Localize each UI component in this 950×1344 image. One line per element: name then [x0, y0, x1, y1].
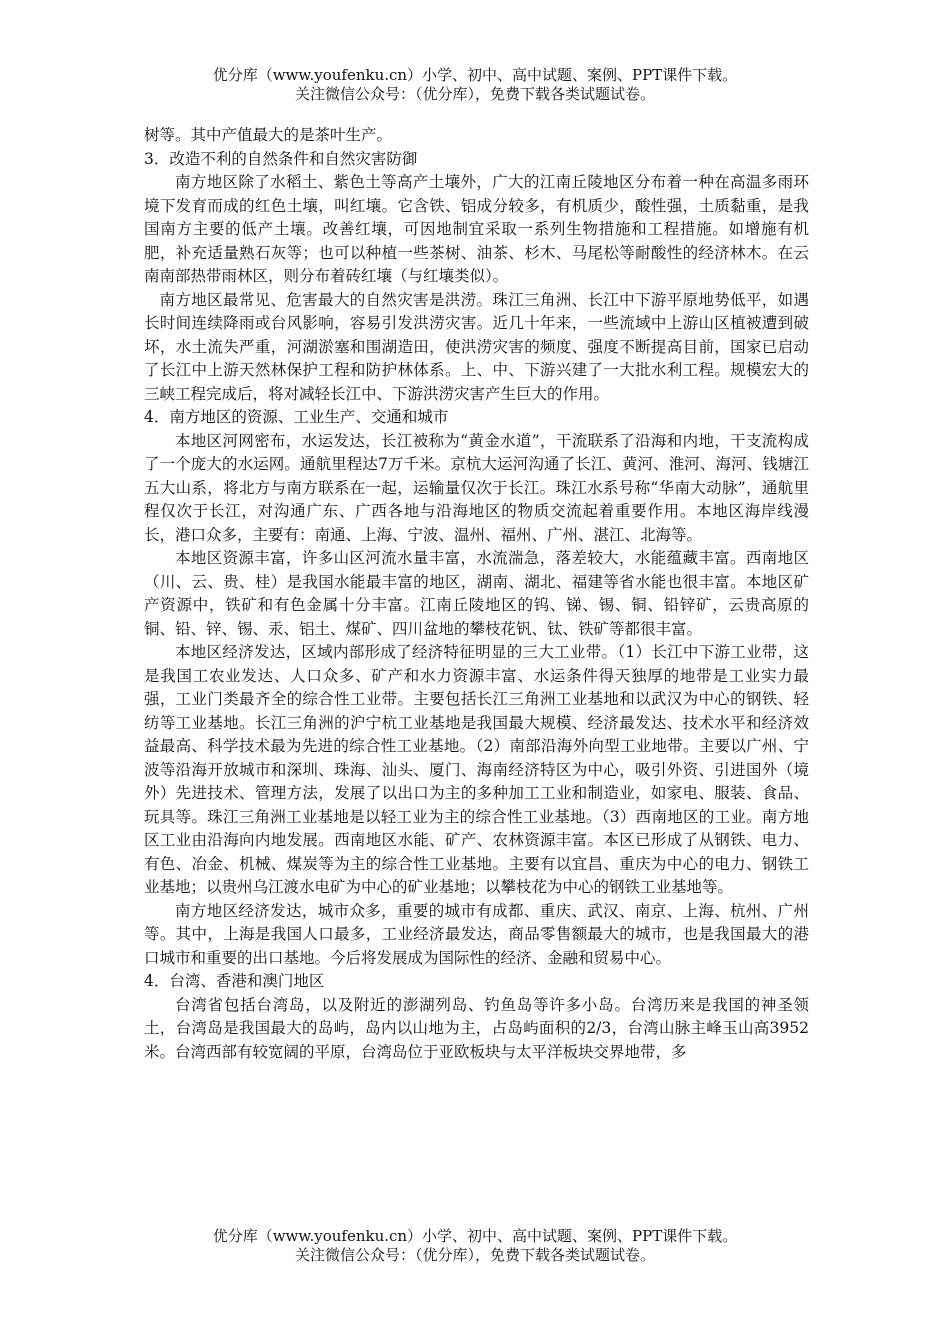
- paragraph: 本地区河网密布，水运发达，长江被称为“黄金水道”，干流联系了沿海和内地，干支流构成了一个庞大的水运网。通航里程达7万千米。京杭大运河沟通了长江、黄河、淮河、海河、钱塘江五大山系，将北方与南方联系在一起，运输量仅次于长江。珠江水系号称“华南大动脉”，通航里程仅次于长江，对沟通广东、广西各地与沿海地区的物质交流起着重要作用。本地区海岸线漫长，港口众多，主要有：南通、上海、宁波、温州、福州、广州、湛江、北海等。: [144, 431, 809, 544]
- paragraph: 南方地区除了水稻土、紫色土等高产土壤外，广大的江南丘陵地区分布着一种在高温多雨环境下发育而成的红色土壤，叫红壤。它含铁、铝成分较多，有机质少，酸性强，土质黏重，是我国南方主要的低产土壤。改善红壤，可因地制宜采取一系列生物措施和工程措施。如增施有机肥，补充适量熟石灰等；也可以种植一些茶树、油茶、杉木、马尾松等耐酸性的经济林木。在云南南部热带雨林区，则分布着砖红壤（与红壤类似）。: [144, 173, 809, 285]
- paragraph: 树等。其中产值最大的是茶叶生产。: [144, 126, 393, 144]
- page-footer: [0, 1227, 950, 1265]
- paragraph: 本地区资源丰富，许多山区河流水量丰富，水流湍急，落差较大，水能蕴藏丰富。西南地区（川、云、贵、桂）是我国水能最丰富的地区，湖南、湖北、福建等省水能也很丰富。本地区矿产资源中，铁矿和有色金属十分丰富。江南丘陵地区的钨、锑、锡、铜、铅锌矿，云贵高原的铜、铅、锌、锡、汞、铝土、煤矿、四川盆地的攀枝花钒、钛、铁矿等都很丰富。: [144, 549, 809, 638]
- section-heading: 4．南方地区的资源、工业生产、交通和城市: [144, 408, 449, 426]
- header-line-2: 关注微信公众号：（优分库），免费下载各类试题试卷。: [294, 85, 655, 103]
- document-body: [144, 124, 809, 1064]
- page-header: [0, 66, 950, 104]
- footer-line-2: 关注微信公众号：（优分库），免费下载各类试题试卷。: [294, 1246, 655, 1264]
- header-line-1: 优分库（www.youfenku.cn）小学、初中、高中试题、案例、PPT课件下载。: [212, 66, 738, 84]
- paragraph: 南方地区最常见、危害最大的自然灾害是洪涝。珠江三角洲、长江中下游平原地势低平，如遇长时间连续降雨或台风影响，容易引发洪涝灾害。近几十年来，一些流域中上游山区植被遭到破坏，水土流失严重，河湖淤塞和围湖造田，使洪涝灾害的频度、强度不断提高目前，国家已启动了长江中上游天然林保护工程和防护林体系。上、中、下游兴建了一大批水利工程。规模宏大的三峡工程完成后，将对减轻长江中、下游洪涝灾害产生巨大的作用。: [144, 290, 809, 403]
- section-heading: 3．改造不利的自然条件和自然灾害防御: [144, 149, 418, 168]
- footer-line-1: 优分库（www.youfenku.cn）小学、初中、高中试题、案例、PPT课件下载。: [212, 1227, 738, 1245]
- paragraph: 本地区经济发达，区域内部形成了经济特征明显的三大工业带。（1）长江中下游工业带，这是我国工农业发达、人口众多、矿产和水力资源丰富、水运条件得天独厚的地带是工业实力最强，工业门类最齐全的综合性工业带。主要包括长江三角洲工业基地和以武汉为中心的钢铁、轻纺等工业基地。长江三角洲的沪宁杭工业基地是我国最大规模、经济最发达、技术水平和经济效益最高、科学技术最为先进的综合性工业基地。（2）南部沿海外向型工业地带。主要以广州、宁波等沿海开放城市和深圳、珠海、汕头、厦门、海南经济特区为中心，吸引外资、引进国外（境外）先进技术、管理方法，发展了以出口为主的多种加工工业和制造业，如家电、服装、食品、玩具等。珠江三角洲工业基地是以轻工业为主的综合性工业基地。（3）西南地区的工业。南方地区工业由沿海向内地发展。西南地区水能、矿产、农林资源丰富。本区已形成了从钢铁、电力、有色、冶金、机械、煤炭等为主的综合性工业基地。主要有以宜昌、重庆为中心的电力、钢铁工业基地；以贵州乌江渡水电矿为中心的矿业基地；以攀枝花为中心的钢铁工业基地等。: [144, 643, 809, 896]
- section-heading: 4．台湾、香港和澳门地区: [144, 972, 325, 990]
- paragraph: 南方地区经济发达，城市众多，重要的城市有成都、重庆、武汉、南京、上海、杭州、广州等。其中，上海是我国人口最多，工业经济最发达，商品零售额最大的城市，也是我国最大的港口城市和重要的出口基地。今后将发展成为国际性的经济、金融和贸易中心。: [144, 901, 809, 967]
- paragraph: 台湾省包括台湾岛，以及附近的澎湖列岛、钓鱼岛等许多小岛。台湾历来是我国的神圣领土，台湾岛是我国最大的岛屿，岛内以山地为主，占岛屿面积的2/3，台湾山脉主峰玉山高3952米。台湾西部有较宽阔的平原，台湾岛位于亚欧板块与太平洋板块交界地带，多: [144, 995, 809, 1061]
